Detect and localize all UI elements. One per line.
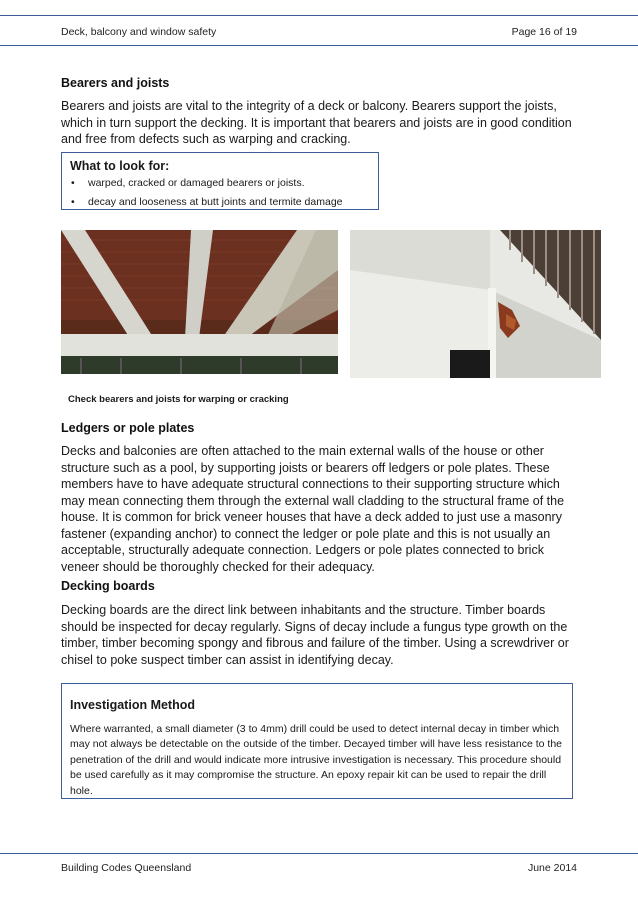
photo-deck-underside [61, 230, 338, 374]
list-item [62, 193, 343, 212]
document-title: Deck, balcony and window safety [61, 26, 217, 38]
deck-underside-illustration [61, 230, 338, 374]
look-for-list [62, 174, 343, 212]
photo-bearer-decay [350, 230, 601, 378]
list-item [62, 174, 343, 193]
investigation-paragraph: Where warranted, a small diameter (3 to 4mm) drill could be used to detect internal decay in timber which may not always be detectable on the outside of the timber. Decayed timber will have less resistance to the penetration of the drill and would indicate more intrusive investigation is necessary. This procedure should be used carefully as it may compromise the structure. An epoxy repair kit can be used to repair the drill hole. [70, 723, 563, 797]
bearers-paragraph: Bearers and joists are vital to the integrity of a deck or balcony. Bearers support the joists, which in turn support the decking. It is important that bearers and joists are in good condition and free from defects such as warping and cracking. [61, 99, 572, 146]
heading-decking-boards: Decking boards [61, 579, 155, 593]
header-rule-bottom [0, 45, 638, 46]
list-item-text: decay and looseness at butt joints and termite damage [88, 196, 343, 208]
footer-rule [0, 853, 638, 854]
list-item-text: warped, cracked or damaged bearers or joists. [88, 177, 305, 189]
header-rule-top [0, 15, 638, 16]
investigation-title: Investigation Method [70, 698, 195, 712]
investigation-method-box [61, 683, 573, 799]
what-to-look-for-box [61, 152, 379, 210]
heading-ledgers: Ledgers or pole plates [61, 421, 195, 435]
look-for-title: What to look for: [70, 159, 170, 173]
bearer-decay-illustration [350, 230, 601, 378]
footer-date: June 2014 [527, 862, 577, 874]
ledgers-paragraph: Decks and balconies are often attached to the main external walls of the house or other structure such as a pool, by supporting joists or bearers off ledgers or pole plates. These members have to have adequate structural connections to their supporting structure which may mean connecting them through the external wall cladding to the structural frame of the house. It is common for brick veneer houses that have a deck added to just use a masonry fastener (expanding anchor) to connect the ledger or pole plate and this is not usually an acceptable, structurally adequate connection. Ledgers or pole plates connected to brick veneer should be thoroughly checked for their adequacy. [61, 444, 565, 574]
heading-bearers-joists: Bearers and joists [61, 76, 170, 90]
page-number: Page 16 of 19 [511, 26, 577, 38]
bullet-icon: • [71, 177, 75, 189]
bullet-icon: • [71, 196, 75, 208]
decking-paragraph: Decking boards are the direct link between inhabitants and the structure. Timber boards should be inspected for decay regularly. Signs of decay include a fungus type growth on the timber, timber becoming spongy and fibrous and failure of the timber. Using a screwdriver or chisel to poke suspect timber can assist in identifying decay. [61, 603, 569, 667]
footer-organisation: Building Codes Queensland [61, 862, 192, 874]
photo-caption: Check bearers and joists for warping or cracking [68, 394, 289, 405]
